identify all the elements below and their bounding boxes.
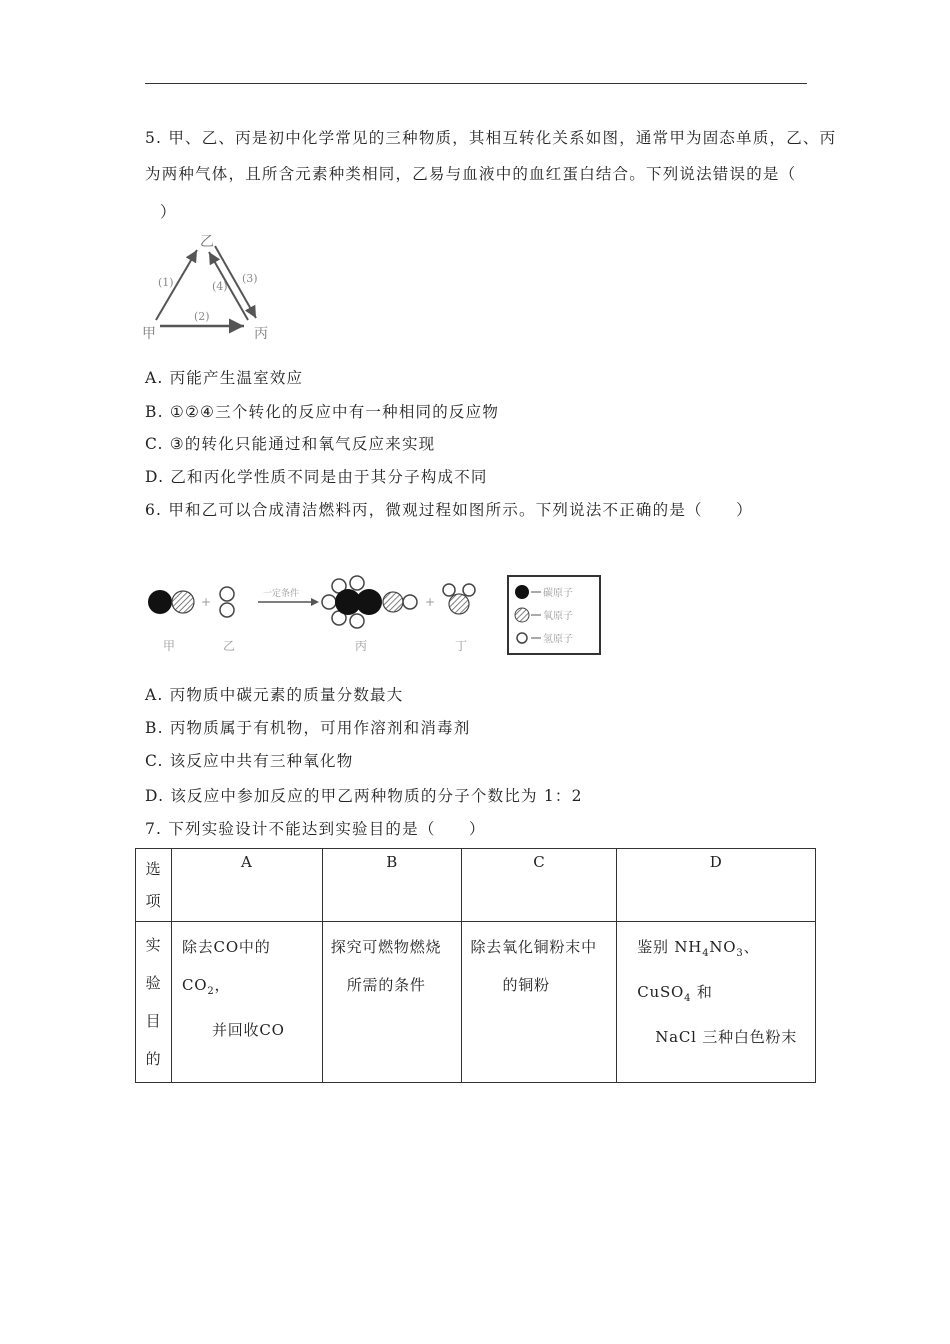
q6-stem: 6. 甲和乙可以合成清洁燃料丙，微观过程如图所示。下列说法不正确的是（ ）: [145, 501, 753, 519]
oxygen-atom: [172, 591, 194, 613]
q5-option-a: A. 丙能产生温室效应: [145, 369, 304, 387]
hydrogen-atom: [220, 603, 234, 617]
header-d: D: [709, 853, 723, 871]
legend-carbon: 碳原子: [543, 588, 573, 599]
reaction-condition: 一定条件: [263, 589, 300, 599]
q7-table: [135, 848, 816, 1083]
header-rule: [145, 83, 807, 84]
label-2: (2): [194, 310, 210, 323]
q5-option-c: C. ③的转化只能通过和氧气反应来实现: [145, 435, 436, 453]
header-a: A: [241, 853, 253, 871]
node-bing: 丙: [254, 326, 268, 342]
label-4: (4): [212, 280, 228, 293]
label-1: (1): [158, 276, 174, 289]
q5-option-b: B. ①②④三个转化的反应中有一种相同的反应物: [145, 403, 500, 421]
q5-stem-line3: ）: [160, 203, 177, 221]
purpose-b: 探究可燃物燃烧 所需的条件: [330, 938, 442, 994]
plus-sign: +: [201, 595, 212, 609]
q5-option-d: D. 乙和丙化学性质不同是由于其分子构成不同: [145, 468, 488, 486]
q5-transformation-diagram: [142, 230, 277, 342]
q6-option-b: B. 丙物质属于有机物，可用作溶剂和消毒剂: [145, 719, 471, 737]
oxygen-atom: [449, 594, 469, 614]
purpose-a: 除去CO中的$CO_2$， 并回收CO: [181, 938, 285, 1039]
label-ding: 丁: [455, 639, 468, 653]
label-yi: 乙: [223, 639, 236, 653]
q5-stem-line2: 为两种气体，且所含元素种类相同，乙易与血液中的血红蛋白结合。下列说法错误的是（: [145, 165, 797, 183]
table-row: [136, 922, 816, 1083]
table-header-row: [136, 849, 816, 922]
q6-option-a: A. 丙物质中碳元素的质量分数最大: [145, 686, 404, 704]
header-b: B: [386, 853, 399, 871]
node-jia: 甲: [142, 326, 156, 342]
header-label: 选项: [145, 860, 162, 910]
label-3: (3): [242, 272, 258, 285]
legend-hydrogen: 氢原子: [543, 634, 573, 645]
label-bing: 丙: [355, 639, 368, 653]
purpose-d: 鉴别 $NH_4NO_3$、CuSO$_4$ 和 NaCl 三种白色粉末: [637, 938, 798, 1046]
label-jia: 甲: [163, 639, 176, 653]
carbon-atom: [148, 590, 172, 614]
q7-stem: 7. 下列实验设计不能达到实验目的是（ ）: [145, 820, 486, 838]
row-label: 实验目的: [145, 936, 162, 1068]
node-yi: 乙: [200, 234, 214, 250]
q6-option-c: C. 该反应中共有三种氧化物: [145, 752, 354, 770]
legend-oxygen: 氧原子: [543, 611, 573, 622]
hydrogen-atom: [220, 587, 234, 601]
oxygen-atom: [383, 592, 403, 612]
header-c: C: [533, 853, 546, 871]
svg-text:+: +: [425, 595, 436, 609]
q6-option-d: D. 该反应中参加反应的甲乙两种物质的分子个数比为 1：2: [145, 787, 583, 805]
carbon-atom: [356, 589, 382, 615]
q5-stem-line1: 5. 甲、乙、丙是初中化学常见的三种物质，其相互转化关系如图，通常甲为固态单质，乙、丙: [145, 129, 837, 147]
purpose-c: 除去氧化铜粉末中 的铜粉: [470, 938, 597, 994]
q6-reaction-diagram: [143, 568, 608, 660]
